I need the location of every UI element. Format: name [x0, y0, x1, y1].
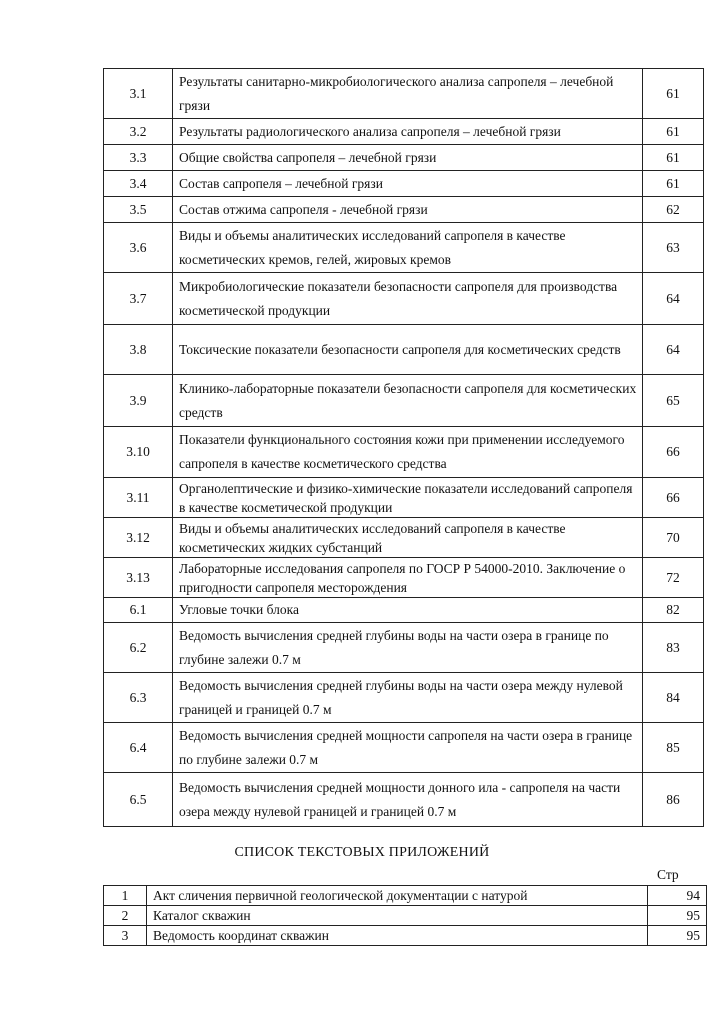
- row-title: Клинико-лабораторные показатели безопасности сапропеля для косметических средств: [173, 375, 643, 427]
- row-title: Акт сличения первичной геологической документации с натурой: [147, 886, 648, 906]
- table-row: [104, 171, 704, 197]
- row-page: 64: [643, 325, 704, 375]
- table-row: [104, 886, 707, 906]
- table-row: [104, 926, 707, 946]
- row-title: Ведомость вычисления средней глубины воды на части озера в границе по глубине залежи 0.7 м: [173, 623, 643, 673]
- table-row: [104, 598, 704, 623]
- row-page: 66: [643, 478, 704, 518]
- row-number: 3.3: [104, 145, 173, 171]
- row-number: 3.9: [104, 375, 173, 427]
- row-page: 61: [643, 171, 704, 197]
- row-number: 3.2: [104, 119, 173, 145]
- row-title: Общие свойства сапропеля – лечебной грязи: [173, 145, 643, 171]
- row-title: Виды и объемы аналитических исследований сапропеля в качестве косметических кремов, гелей, жировых кремов: [173, 223, 643, 273]
- row-title: Результаты санитарно-микробиологического анализа сапропеля – лечебной грязи: [173, 69, 643, 119]
- row-page: 86: [643, 773, 704, 827]
- row-number: 1: [104, 886, 147, 906]
- table-row: [104, 69, 704, 119]
- row-number: 2: [104, 906, 147, 926]
- table-row: [104, 623, 704, 673]
- row-title: Состав сапропеля – лечебной грязи: [173, 171, 643, 197]
- table-row: [104, 119, 704, 145]
- row-title: Ведомость вычисления средней мощности донного ила - сапропеля на части озера между нулевой границей и границей 0.7 м: [173, 773, 643, 827]
- row-number: 3.7: [104, 273, 173, 325]
- row-title: Микробиологические показатели безопасности сапропеля для производства косметической продукции: [173, 273, 643, 325]
- row-page: 61: [643, 119, 704, 145]
- table-row: [104, 427, 704, 478]
- table-row: [104, 518, 704, 558]
- row-number: 3.13: [104, 558, 173, 598]
- row-number: 3: [104, 926, 147, 946]
- row-page: 95: [648, 926, 707, 946]
- row-title: Ведомость вычисления средней мощности сапропеля на части озера в границе по глубине залежи 0.7 м: [173, 723, 643, 773]
- row-number: 6.5: [104, 773, 173, 827]
- row-title: Виды и объемы аналитических исследований сапропеля в качестве косметических жидких субстанций: [173, 518, 643, 558]
- table-row: [104, 723, 704, 773]
- row-title: Токсические показатели безопасности сапропеля для косметических средств: [173, 325, 643, 375]
- row-title: Каталог скважин: [147, 906, 648, 926]
- row-number: 3.11: [104, 478, 173, 518]
- row-page: 70: [643, 518, 704, 558]
- row-number: 3.4: [104, 171, 173, 197]
- row-page: 95: [648, 906, 707, 926]
- row-page: 72: [643, 558, 704, 598]
- row-page: 61: [643, 69, 704, 119]
- table-row: [104, 197, 704, 223]
- page-column-label: Стр: [657, 867, 679, 882]
- row-page: 62: [643, 197, 704, 223]
- row-page: 65: [643, 375, 704, 427]
- row-page: 64: [643, 273, 704, 325]
- appendix-heading: СПИСОК ТЕКСТОВЫХ ПРИЛОЖЕНИЙ: [234, 845, 490, 860]
- table-row: [104, 325, 704, 375]
- table-row: [104, 375, 704, 427]
- row-number: 6.4: [104, 723, 173, 773]
- row-page: 66: [643, 427, 704, 478]
- table-row: [104, 223, 704, 273]
- table-row: [104, 773, 704, 827]
- row-title: Органолептические и физико-химические показатели исследований сапропеля в качестве косметической продукции: [173, 478, 643, 518]
- row-number: 6.1: [104, 598, 173, 623]
- row-title: Ведомость координат скважин: [147, 926, 648, 946]
- appendix-list: [103, 885, 707, 946]
- row-number: 3.12: [104, 518, 173, 558]
- row-page: 82: [643, 598, 704, 623]
- row-page: 83: [643, 623, 704, 673]
- table-row: [104, 273, 704, 325]
- row-page: 63: [643, 223, 704, 273]
- row-title: Состав отжима сапропеля - лечебной грязи: [173, 197, 643, 223]
- table-row: [104, 558, 704, 598]
- row-number: 3.6: [104, 223, 173, 273]
- row-page: 94: [648, 886, 707, 906]
- row-number: 3.5: [104, 197, 173, 223]
- table-row: [104, 673, 704, 723]
- row-title: Ведомость вычисления средней глубины воды на части озера между нулевой границей и границей 0.7 м: [173, 673, 643, 723]
- row-title: Результаты радиологического анализа сапропеля – лечебной грязи: [173, 119, 643, 145]
- table-row: [104, 145, 704, 171]
- row-number: 6.2: [104, 623, 173, 673]
- row-title: Лабораторные исследования сапропеля по ГОСР Р 54000-2010. Заключение о пригодности сапропеля месторождения: [173, 558, 643, 598]
- table-row: [104, 478, 704, 518]
- row-title: Показатели функционального состояния кожи при применении исследуемого сапропеля в качестве косметического средства: [173, 427, 643, 478]
- row-page: 84: [643, 673, 704, 723]
- table-row: [104, 906, 707, 926]
- row-number: 3.1: [104, 69, 173, 119]
- row-title: Угловые точки блока: [173, 598, 643, 623]
- row-number: 6.3: [104, 673, 173, 723]
- row-number: 3.10: [104, 427, 173, 478]
- row-page: 61: [643, 145, 704, 171]
- tables-list: [103, 68, 704, 827]
- row-page: 85: [643, 723, 704, 773]
- row-number: 3.8: [104, 325, 173, 375]
